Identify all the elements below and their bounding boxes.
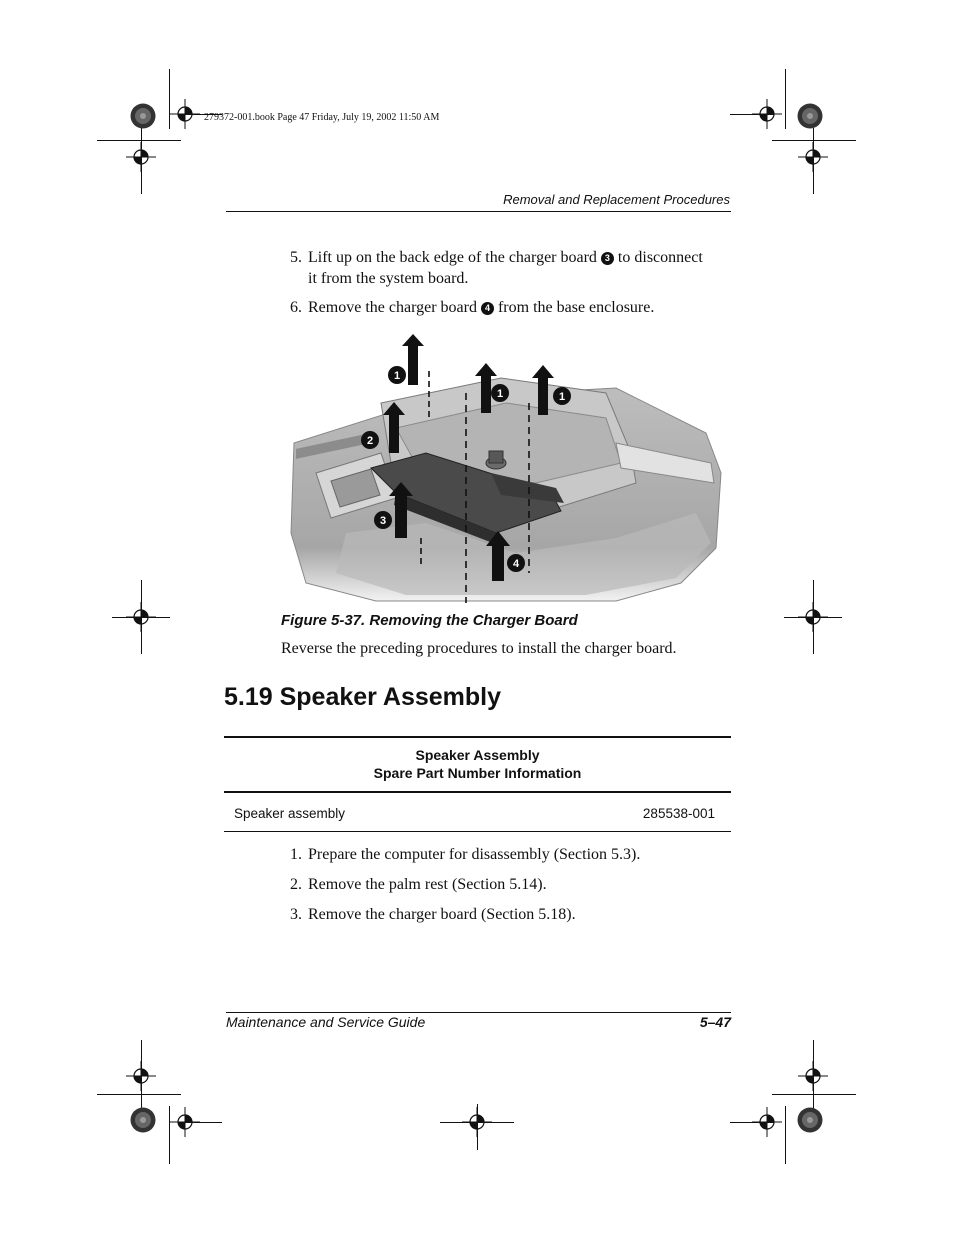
table-cell-part-name: Speaker assembly: [234, 806, 346, 821]
step-item: [290, 844, 730, 866]
step-number: 1.: [290, 846, 302, 863]
step-text: Remove the charger board 4 from the base enclosure.: [308, 299, 655, 316]
step-text: Lift up on the back edge of the charger board 3 to disconnect it from the system board.: [308, 249, 703, 287]
step-number: 5.: [290, 249, 302, 266]
figure-callout: 2: [366, 435, 374, 447]
step-number: 2.: [290, 876, 302, 893]
figure-callout: 3: [379, 515, 387, 527]
step-item: [290, 247, 730, 291]
star-target-icon: [130, 103, 156, 129]
step-item: [290, 297, 730, 319]
figure-callout: 1: [558, 391, 566, 403]
section-title: 5.19 Speaker Assembly: [224, 683, 502, 711]
table-header-rule: [224, 791, 731, 793]
header-rule: [226, 211, 731, 212]
figure-callout: 4: [512, 558, 520, 570]
figure-callout: 1: [496, 388, 504, 400]
running-header: Removal and Replacement Procedures: [503, 192, 730, 207]
step-number: 3.: [290, 906, 302, 923]
step-text: Remove the palm rest (Section 5.14).: [308, 876, 547, 893]
table-top-rule: [224, 736, 731, 738]
spare-part-table-title: Speaker Assembly Spare Part Number Information: [373, 747, 582, 781]
step-text: Remove the charger board (Section 5.18).: [308, 906, 576, 923]
table-cell-part-number: 285538-001: [642, 806, 715, 821]
footer-title: Maintenance and Service Guide: [226, 1014, 426, 1030]
step-text: Prepare the computer for disassembly (Section 5.3).: [308, 846, 641, 863]
step-item: [290, 874, 730, 896]
table-bottom-rule: [224, 831, 731, 832]
print-slug: 279372-001.book Page 47 Friday, July 19, 2002 11:50 AM: [204, 112, 440, 123]
figure-caption: Figure 5-37. Removing the Charger Board: [281, 612, 578, 629]
charger-board-figure: [286, 333, 726, 605]
callout-3-icon: 3: [601, 252, 614, 265]
page-number: 5–47: [699, 1014, 731, 1030]
figure-callout: 1: [393, 370, 401, 382]
star-target-icon: [130, 1107, 156, 1133]
footer-rule: [226, 1012, 731, 1013]
step-item: [290, 904, 730, 926]
reverse-procedure-text: Reverse the preceding procedures to install the charger board.: [281, 640, 677, 657]
callout-4-icon: 4: [481, 302, 494, 315]
star-target-icon: [797, 1107, 823, 1133]
star-target-icon: [797, 103, 823, 129]
step-number: 6.: [290, 299, 302, 316]
